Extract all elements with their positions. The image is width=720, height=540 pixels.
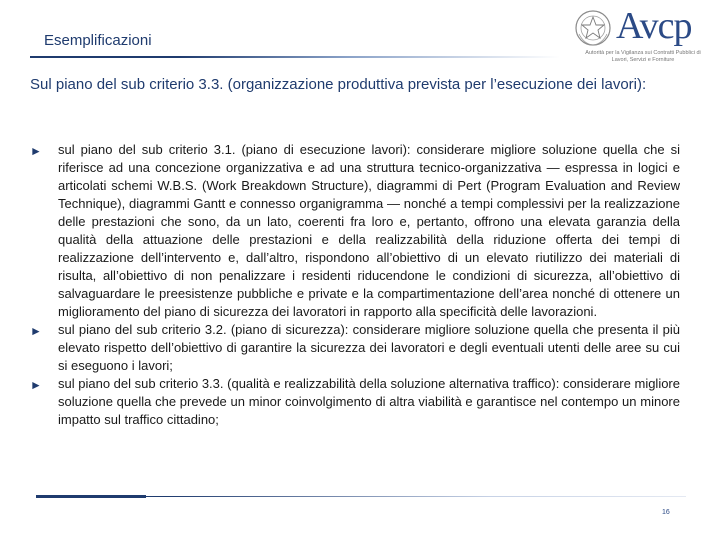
footer-divider-accent: [36, 495, 146, 498]
logo-wordmark: Avcp: [616, 5, 692, 47]
section-title: Esemplificazioni: [44, 32, 152, 49]
bullet-arrow-icon: ►: [30, 144, 42, 158]
logo-subtitle: Autorità per la Vigilanza sui Contratti Pubblici di Lavori, Servizi e Forniture: [585, 50, 701, 63]
bullet-text: sul piano del sub criterio 3.2. (piano di sicurezza): considerare migliore soluzione quella che presenta il più elevato rispetto dell’obiettivo di garantire la sicurezza dei lavoratori e degli eventuali utenti delle aree su cui si eseguono i lavori;: [58, 322, 680, 373]
slide-heading: Sul piano del sub criterio 3.3. (organizzazione produttiva prevista per l’esecuzione dei lavori):: [30, 76, 647, 93]
list-item: [30, 321, 680, 375]
avcp-logo: [574, 6, 714, 62]
header-divider: [30, 56, 560, 58]
page-number: 16: [662, 509, 670, 516]
bullet-text: sul piano del sub criterio 3.3. (qualità e realizzabilità della soluzione alternativa traffico): considerare migliore soluzione quella che prevede un minor coinvolgimento di altra viabilità e garantisce nel contempo un minore impatto sul traffico cittadino;: [58, 376, 680, 427]
bullet-arrow-icon: ►: [30, 324, 42, 338]
bullet-arrow-icon: ►: [30, 378, 42, 392]
bullet-list: [30, 141, 680, 429]
list-item: [30, 141, 680, 321]
emblem-icon: [574, 8, 612, 48]
list-item: [30, 375, 680, 429]
bullet-text: sul piano del sub criterio 3.1. (piano di esecuzione lavori): considerare migliore soluzione quella che si riferisce ad una concezione organizzativa e ad una struttura tecnico-organizzativa — espressa in logici e articolati schemi W.B.S. (Work Breakdown Structure), diagrammi di Pert (Program Evaluation and Review Technique), diagrammi Gantt e connesso organigramma — nonché a tempi complessivi per la realizzazione delle prestazioni che sono, da un lato, coerenti fra loro e, pertanto, offrono una elevata garanzia della qualità della attuazione delle prestazioni e della realizzabilità della riduzione offerta dei tempi di realizzazione dell’intervento e, dall’altro, rispondono all’obiettivo di un elevato riutilizzo dei materiali di risulta, all’obiettivo di non penalizzare i residenti riducendone le condizioni di sicurezza, all’obiettivo di salvaguardare le preesistenze pubbliche e private e la compartimentazione dell’area nonché di ottenere un miglioramento del piano di sicurezza dei lavoratori in rapporto alla specificità delle lavorazioni.: [58, 142, 680, 319]
